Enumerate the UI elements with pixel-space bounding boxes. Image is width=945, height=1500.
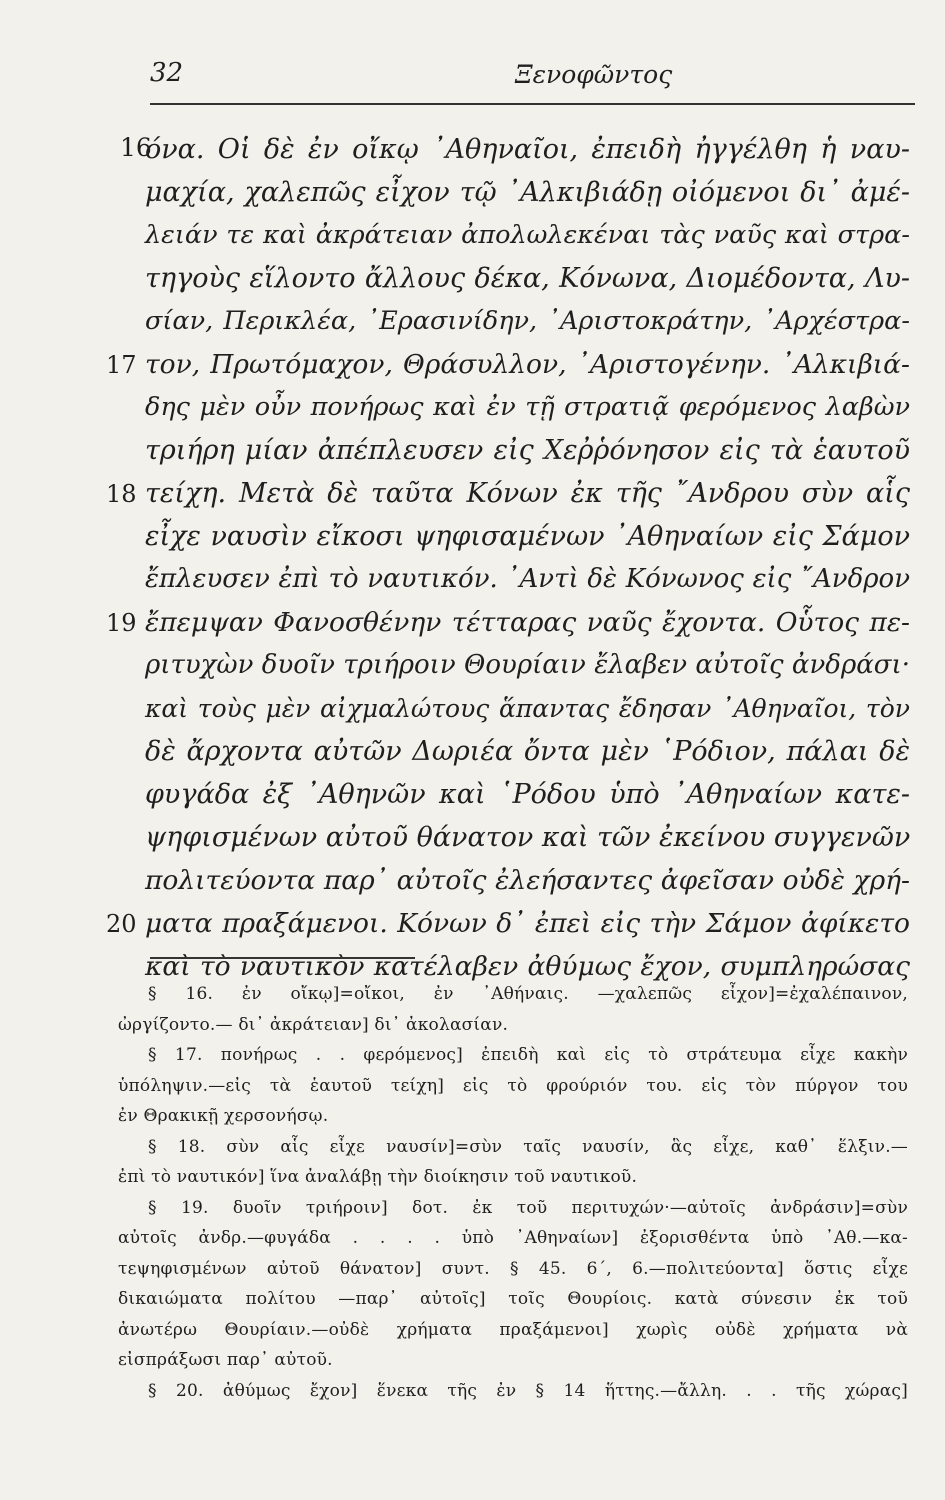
footnote-line (0, 1041, 945, 1072)
footnotes (0, 980, 945, 1407)
text-line (0, 687, 945, 730)
text-line-content: τηγοὺς εἵλοντο ἄλλους δέκα, Κόνωνα, Διομέδοντα, Λυ- (145, 263, 910, 294)
text-line (0, 902, 945, 945)
footnote-line (0, 1316, 945, 1347)
footnote-text: § 19. δυοῖν τριήροιν] δοτ. ἐκ τοῦ περιτυχών·—αὐτοῖς ἀνδράσιν]=σὺν (148, 1197, 908, 1218)
text-line-content: δης μὲν οὖν πονήρως καὶ ἐν τῇ στρατιᾷ φερόμενος λαβὼν (145, 392, 910, 422)
text-line-content: λειάν τε καὶ ἀκράτειαν ἀπολωλεκέναι τὰς ναῦς καὶ στρα- (145, 220, 910, 250)
footnote-rule (150, 957, 415, 959)
text-line (0, 257, 945, 300)
footnote-text: ὠργίζοντο.— δι᾿ ἀκράτειαν] δι᾿ ἀκολασίαν. (118, 1014, 509, 1035)
text-line-content: ἔπεμψαν Φανοσθένην τέτταρας ναῦς ἔχοντα. Οὗτος πε- (145, 607, 910, 638)
text-line (0, 558, 945, 601)
text-line-content: εἶχε ναυσὶν εἴκοσι ψηφισαμένων ᾿Αθηναίων εἰς Σάμον (145, 521, 910, 552)
footnote-text: αὐτοῖς ἀνδρ.—φυγάδα . . . . ὑπὸ ᾿Αθηναίων] ἐξορισθέντα ὑπὸ ᾿Αθ.—κα- (118, 1228, 908, 1248)
text-line-content: ματα πραξάμενοι. Κόνων δ᾿ ἐπεὶ εἰς τὴν Σάμον ἀφίκετο (145, 908, 910, 939)
page-number: 32 (150, 58, 184, 88)
footnote-line (0, 1163, 945, 1194)
text-line-content: όνα. Οἱ δὲ ἐν οἴκῳ ᾿Αθηναῖοι, ἐπειδὴ ἠγγέλθη ἡ ναυ- (145, 134, 910, 165)
text-line (0, 601, 945, 644)
footnote-text: εἰσπράξωσι παρ᾿ αὐτοῦ. (118, 1350, 333, 1370)
footnote-line (0, 1072, 945, 1103)
text-line (0, 472, 945, 515)
text-line-content: καὶ τὸ ναυτικὸν κατέλαβεν ἀθύμως ἔχον, συμπληρώσας (145, 951, 910, 982)
footnote-line (0, 1133, 945, 1164)
text-line (0, 429, 945, 472)
footnote-line (0, 980, 945, 1011)
footnote-line (0, 1285, 945, 1316)
footnote-text: ἀνωτέρω Θουρίαιν.—οὐδὲ χρήματα πραξάμενοι] χωρὶς οὐδὲ χρήματα νὰ (118, 1319, 908, 1340)
text-line-content: φυγάδα ἐξ ᾿Αθηνῶν καὶ ῾Ρόδου ὑπὸ ᾿Αθηναίων κατε- (145, 779, 910, 810)
text-line (0, 859, 945, 902)
section-number: 18 (106, 480, 137, 508)
footnote-line (0, 1011, 945, 1042)
footnote-text: ἐπὶ τὸ ναυτικόν] ἵνα ἀναλάβῃ τὴν διοίκησιν τοῦ ναυτικοῦ. (118, 1167, 638, 1187)
footnote-line (0, 1102, 945, 1133)
text-line-content: τον, Πρωτόμαχον, Θράσυλλον, ᾿Αριστογένην. ᾿Αλκιβιά- (145, 349, 910, 380)
text-line-content: σίαν, Περικλέα, ᾿Ερασινίδην, ᾿Αριστοκράτην, ᾿Αρχέστρα- (145, 306, 910, 336)
text-line-content: ψηφισμένων αὐτοῦ θάνατον καὶ τῶν ἐκείνου συγγενῶν (145, 822, 911, 853)
footnote-text: § 18. σὺν αἷς εἶχε ναυσίν]=σὺν ταῖς ναυσίν, ἃς εἶχε, καθ᾿ ἕλξιν.— (148, 1136, 908, 1157)
text-line-content: τριήρη μίαν ἀπέπλευσεν εἰς Χεῤῥόνησον εἰς τὰ ἑαυτοῦ (145, 435, 910, 466)
footnote-line (0, 1346, 945, 1377)
footnote-text: δικαιώματα πολίτου —παρ᾿ αὐτοῖς] τοῖς Θουρίοις. κατὰ σύνεσιν ἐκ τοῦ (118, 1289, 908, 1309)
text-line-content: τείχη. Μετὰ δὲ ταῦτα Κόνων ἐκ τῆς ῎Ανδρου σὺν αἷς (145, 478, 910, 509)
text-line (0, 644, 945, 687)
text-line (0, 386, 945, 429)
text-line (0, 300, 945, 343)
footnote-text: τεψηφισμένων αὐτοῦ θάνατον] συντ. § 45. 6΄, 6.—πολιτεύοντα] ὅστις εἶχε (118, 1258, 908, 1279)
text-line-content: δὲ ἄρχοντα αὐτῶν Δωριέα ὄντα μὲν ῾Ρόδιον, πάλαι δὲ (145, 736, 910, 767)
text-line (0, 730, 945, 773)
footnote-text: § 16. ἐν οἴκῳ]=οἴκοι, ἐν ᾿Αθήναις. —χαλεπῶς εἶχον]=ἐχαλέπαινον, (148, 984, 908, 1004)
page-header (150, 58, 915, 98)
section-number: 19 (106, 609, 137, 637)
text-line-content: μαχία, χαλεπῶς εἶχον τῷ ᾿Αλκιβιάδῃ οἰόμενοι δι᾿ ἀμέ- (145, 177, 910, 208)
text-line-content: καὶ τοὺς μὲν αἰχμαλώτους ἅπαντας ἔδησαν ᾿Αθηναῖοι, τὸν (145, 694, 910, 723)
text-line-content: ριτυχὼν δυοῖν τριήροιν Θουρίαιν ἔλαβεν αὐτοῖς ἀνδράσι· (145, 650, 910, 680)
footnote-line (0, 1255, 945, 1286)
footnote-text: ὑπόληψιν.—εἰς τὰ ἑαυτοῦ τείχη] εἰς τὸ φρούριόν του. εἰς τὸν πύργον του (118, 1075, 908, 1096)
footnote-text: § 17. πονήρως . . φερόμενος] ἐπειδὴ καὶ εἰς τὸ στράτευμα εἶχε κακὴν (148, 1045, 908, 1065)
text-line (0, 214, 945, 257)
main-text (0, 128, 945, 988)
section-number: 17 (106, 351, 137, 379)
text-line (0, 816, 945, 859)
text-line (0, 773, 945, 816)
footnote-line (0, 1224, 945, 1255)
footnote-line (0, 1194, 945, 1225)
text-line (0, 171, 945, 214)
footnote-text: § 20. ἀθύμως ἔχον] ἕνεκα τῆς ἐν § 14 ἥττης.—ἄλλη. . . τῆς χώρας] (148, 1380, 908, 1401)
text-line (0, 515, 945, 558)
section-number: 16 (120, 133, 152, 162)
section-number: 20 (106, 910, 137, 938)
text-line-content: πολιτεύοντα παρ᾿ αὐτοῖς ἐλεήσαντες ἀφεῖσαν οὐδὲ χρή- (145, 865, 910, 896)
text-line-content: ἔπλευσεν ἐπὶ τὸ ναυτικόν. ᾿Αντὶ δὲ Κόνωνος εἰς ῎Ανδρον (145, 564, 910, 594)
text-line (0, 343, 945, 386)
running-head: Ξενοφῶντος (515, 60, 673, 89)
footnote-text: ἐν Θρακικῇ χερσονήσῳ. (118, 1106, 329, 1126)
text-line (0, 128, 945, 171)
header-rule (150, 103, 915, 105)
footnote-line (0, 1377, 945, 1408)
